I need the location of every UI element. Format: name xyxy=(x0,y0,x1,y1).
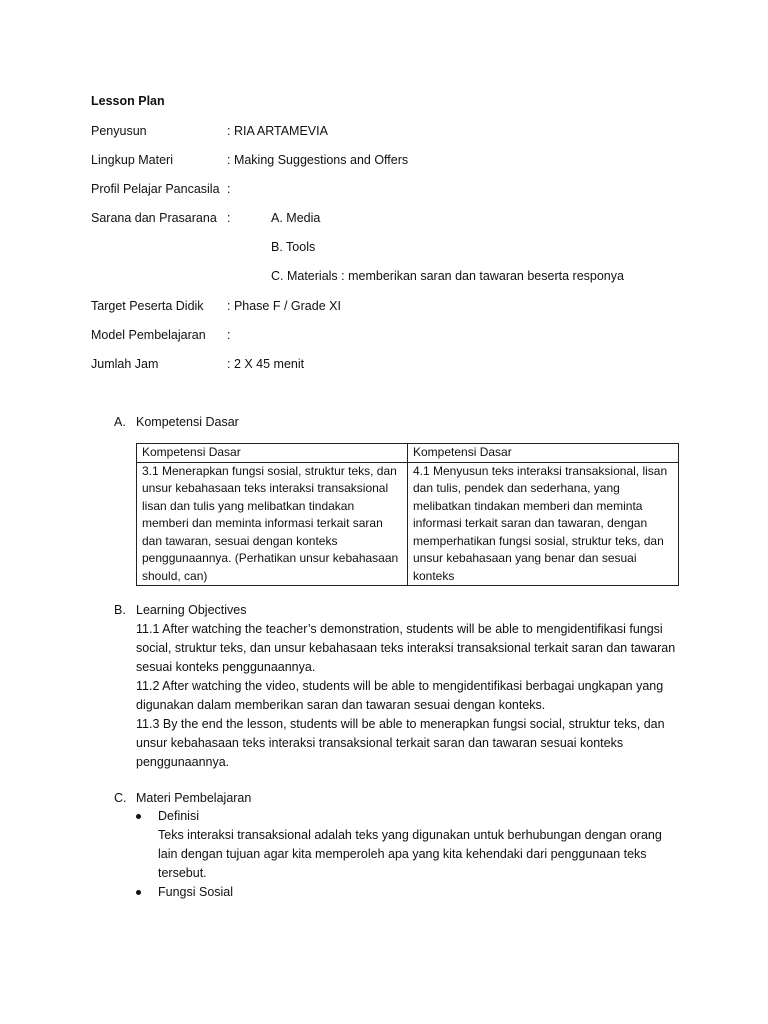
section-b-heading xyxy=(114,601,246,619)
section-letter: B. xyxy=(114,603,126,617)
objective-item: 11.2 After watching the video, students will be able to mengidentifikasi berbagai ungkapan yang digunakan dalam memberikan saran dan tawaran sesuai dengan konteks. xyxy=(136,679,664,712)
document-title: Lesson Plan xyxy=(91,94,165,108)
section-title: Learning Objectives xyxy=(136,603,247,617)
table-header-row xyxy=(137,444,679,463)
objective-item: 11.1 After watching the teacher’s demonstration, students will be able to mengidentifikasi fungsi social, struktur teks, dan unsur kebahasaan teks interaksi transaksional terkait saran dan tawaran sesuai konteks penggunaannya. xyxy=(136,622,676,674)
section-title: Kompetensi Dasar xyxy=(136,415,239,429)
bullet-body: Teks interaksi transaksional adalah teks yang digunakan untuk berhubungan dengan orang lain dengan tujuan agar kita memperoleh apa yang kita kehendaki dari penggunaan teks tersebut. xyxy=(158,828,662,880)
section-c-heading xyxy=(114,789,251,807)
info-value: : Phase F / Grade XI xyxy=(227,299,341,313)
info-value: : 2 X 45 menit xyxy=(227,357,305,371)
table-header-cell: Kompetensi Dasar xyxy=(137,444,408,463)
list-item xyxy=(136,883,676,902)
table-row xyxy=(137,462,679,586)
section-letter: A. xyxy=(114,415,126,429)
section-a-heading xyxy=(114,413,239,431)
info-value: : xyxy=(227,328,231,342)
bullet-title: Fungsi Sosial xyxy=(158,885,234,899)
info-label: Penyusun xyxy=(91,124,147,138)
sarana-item-materials: C. Materials : memberikan saran dan tawaran beserta responya xyxy=(271,269,624,283)
objective-item: 11.3 By the end the lesson, students will be able to menerapkan fungsi social, struktur teks, dan unsur kebahasaan teks interaksi transaksional terkait saran dan tawaran sesuai konteks penggunaannya. xyxy=(136,717,665,769)
info-value: : RIA ARTAMEVIA xyxy=(227,124,328,138)
sarana-item-tools: B. Tools xyxy=(271,240,316,254)
info-label: Lingkup Materi xyxy=(91,153,173,167)
section-letter: C. xyxy=(114,791,127,805)
materi-list xyxy=(136,807,676,902)
info-value: : Making Suggestions and Offers xyxy=(227,153,409,167)
table-cell-kd-3-1: 3.1 Menerapkan fungsi sosial, struktur teks, dan unsur kebahasaan teks interaksi transaksional lisan dan tulis yang melibatkan tindakan memberi dan meminta informasi terkait saran dan tawaran, sesuai dengan konteks penggunaannya. (Perhatikan unsur kebahasaan should, can) xyxy=(137,462,408,586)
sarana-item-media: A. Media xyxy=(271,211,321,225)
info-value: : xyxy=(227,182,231,196)
learning-objectives xyxy=(136,620,676,772)
list-item xyxy=(136,807,676,883)
info-label: Sarana dan Prasarana xyxy=(91,211,217,225)
kompetensi-table xyxy=(136,443,679,586)
table-header-cell: Kompetensi Dasar xyxy=(408,444,679,463)
info-label: Model Pembelajaran xyxy=(91,328,206,342)
info-label: Profil Pelajar Pancasila xyxy=(91,182,220,196)
sarana-sub-list xyxy=(271,209,624,296)
bullet-title: Definisi xyxy=(158,809,199,823)
section-title: Materi Pembelajaran xyxy=(136,791,252,805)
table-cell-kd-4-1: 4.1 Menyusun teks interaksi transaksional, lisan dan tulis, pendek dan sederhana, yang melibatkan tindakan memberi dan meminta informasi terkait saran dan tawaran, dengan memperhatikan fungsi sosial, struktur teks, dan unsur kebahasaan yang benar dan sesuai konteks xyxy=(408,462,679,586)
info-value: : xyxy=(227,211,231,225)
info-label: Jumlah Jam xyxy=(91,357,159,371)
info-label: Target Peserta Didik xyxy=(91,299,204,313)
